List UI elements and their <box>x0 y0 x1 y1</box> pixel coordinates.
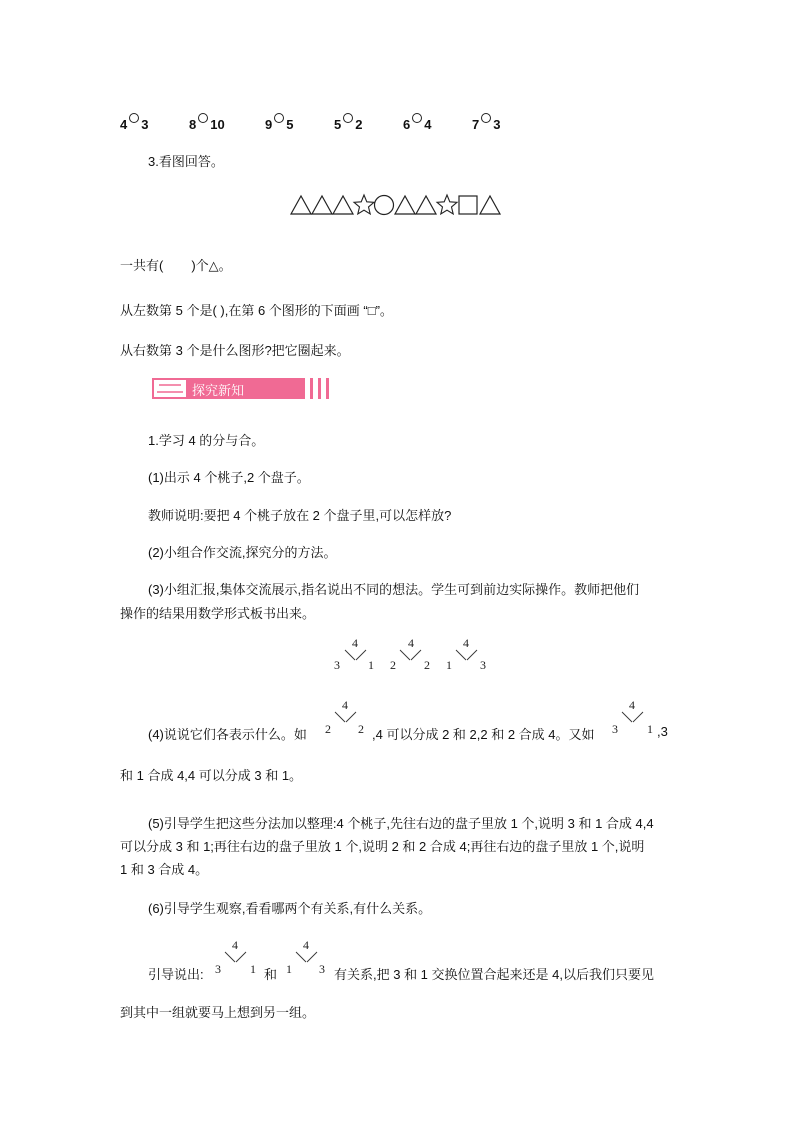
svg-text:3: 3 <box>612 722 618 736</box>
number-bond <box>334 636 374 672</box>
svg-text:4: 4 <box>408 636 414 650</box>
paragraph-7-line-3: 1 和 3 合成 4。 <box>120 862 209 877</box>
blank-circle-icon[interactable] <box>481 113 491 123</box>
svg-text:2: 2 <box>424 658 430 672</box>
compare-item: 9 5 <box>265 113 293 132</box>
paragraph-9-line-2: 到其中一组就要马上想到另一组。 <box>120 1005 316 1020</box>
svg-text:2: 2 <box>390 658 396 672</box>
square-icon <box>459 196 477 214</box>
triangle-icon <box>333 196 353 214</box>
question-3-line-2: 从左数第 5 个是( ),在第 6 个图形的下面画 “□”。 <box>120 303 393 318</box>
paragraph-6-suffix: ,3 <box>657 724 668 739</box>
svg-text:3: 3 <box>319 962 325 976</box>
paragraph-8: (6)引导学生观察,看看哪两个有关系,有什么关系。 <box>148 901 432 916</box>
svg-text:3: 3 <box>480 658 486 672</box>
paragraph-2: (1)出示 4 个桃子,2 个盘子。 <box>148 470 310 485</box>
svg-text:1: 1 <box>368 658 374 672</box>
paragraph-4: (2)小组合作交流,探究分的方法。 <box>148 545 337 560</box>
paragraph-5-line-1: (3)小组汇报,集体交流展示,指名说出不同的想法。学生可到前边实际操作。教师把他们 <box>148 582 640 597</box>
triangle-icon <box>312 196 332 214</box>
number-bond-row <box>330 635 495 675</box>
paragraph-5-line-2: 操作的结果用数学形式板书出来。 <box>120 606 316 621</box>
paragraph-6-line-2: 和 1 合成 4,4 可以分成 3 和 1。 <box>120 768 303 783</box>
paragraph-1: 1.学习 4 的分与合。 <box>148 433 265 448</box>
compare-item: 6 4 <box>403 113 431 132</box>
number-bond <box>390 636 430 672</box>
star-icon <box>437 195 457 214</box>
question-3-line-1: 一共有( )个△。 <box>120 258 232 273</box>
compare-item: 4 3 <box>120 113 148 132</box>
blank-circle-icon[interactable] <box>274 113 284 123</box>
svg-text:3: 3 <box>334 658 340 672</box>
paragraph-3: 教师说明:要把 4 个桃子放在 2 个盘子里,可以怎样放? <box>148 508 452 523</box>
svg-text:4: 4 <box>342 698 348 712</box>
svg-text:1: 1 <box>286 962 292 976</box>
blank-circle-icon[interactable] <box>129 113 139 123</box>
compare-item: 7 3 <box>472 113 500 132</box>
number-bond-inline <box>609 697 657 739</box>
triangle-icon <box>416 196 436 214</box>
number-bond <box>446 636 486 672</box>
number-bond-inline <box>322 697 370 739</box>
paragraph-7-line-2: 可以分成 3 和 1;再往右边的盘子里放 1 个,说明 2 和 2 合成 4;再往右边的盘子里放 1 个,说明 <box>120 839 645 854</box>
shape-sequence <box>290 193 505 217</box>
svg-text:4: 4 <box>463 636 469 650</box>
paragraph-9-prefix: 引导说出: <box>148 967 204 982</box>
compare-item: 5 2 <box>334 113 362 132</box>
question-3-line-3: 从右数第 3 个是什么图形?把它圈起来。 <box>120 343 350 358</box>
question-3-title: 3.看图回答。 <box>148 154 224 169</box>
compare-item: 8 10 <box>189 113 225 132</box>
svg-text:1: 1 <box>647 722 653 736</box>
svg-text:2: 2 <box>325 722 331 736</box>
svg-text:3: 3 <box>215 962 221 976</box>
triangle-icon <box>291 196 311 214</box>
svg-text:4: 4 <box>303 938 309 952</box>
blank-circle-icon[interactable] <box>412 113 422 123</box>
circle-icon <box>375 196 394 215</box>
svg-text:1: 1 <box>250 962 256 976</box>
svg-text:4: 4 <box>232 938 238 952</box>
triangle-icon <box>480 196 500 214</box>
svg-text:1: 1 <box>446 658 452 672</box>
paragraph-6-prefix: (4)说说它们各表示什么。如 <box>148 727 307 742</box>
svg-text:4: 4 <box>352 636 358 650</box>
paragraph-7-line-1: (5)引导学生把这些分法加以整理:4 个桃子,先往右边的盘子里放 1 个,说明 3 和 1 合成 4,4 <box>148 816 654 831</box>
paragraph-9-middle: 和 <box>264 967 278 982</box>
number-bond-inline <box>212 937 260 979</box>
svg-text:4: 4 <box>629 698 635 712</box>
paragraph-6-middle: ,4 可以分成 2 和 2,2 和 2 合成 4。又如 <box>372 727 595 742</box>
section-banner-title: 探究新知 <box>192 383 245 398</box>
star-icon <box>354 195 374 214</box>
svg-text:2: 2 <box>358 722 364 736</box>
triangle-icon <box>395 196 415 214</box>
blank-circle-icon[interactable] <box>343 113 353 123</box>
blank-circle-icon[interactable] <box>198 113 208 123</box>
number-bond-inline <box>283 937 331 979</box>
paragraph-9-suffix: 有关系,把 3 和 1 交换位置合起来还是 4,以后我们只要见 <box>334 967 654 982</box>
